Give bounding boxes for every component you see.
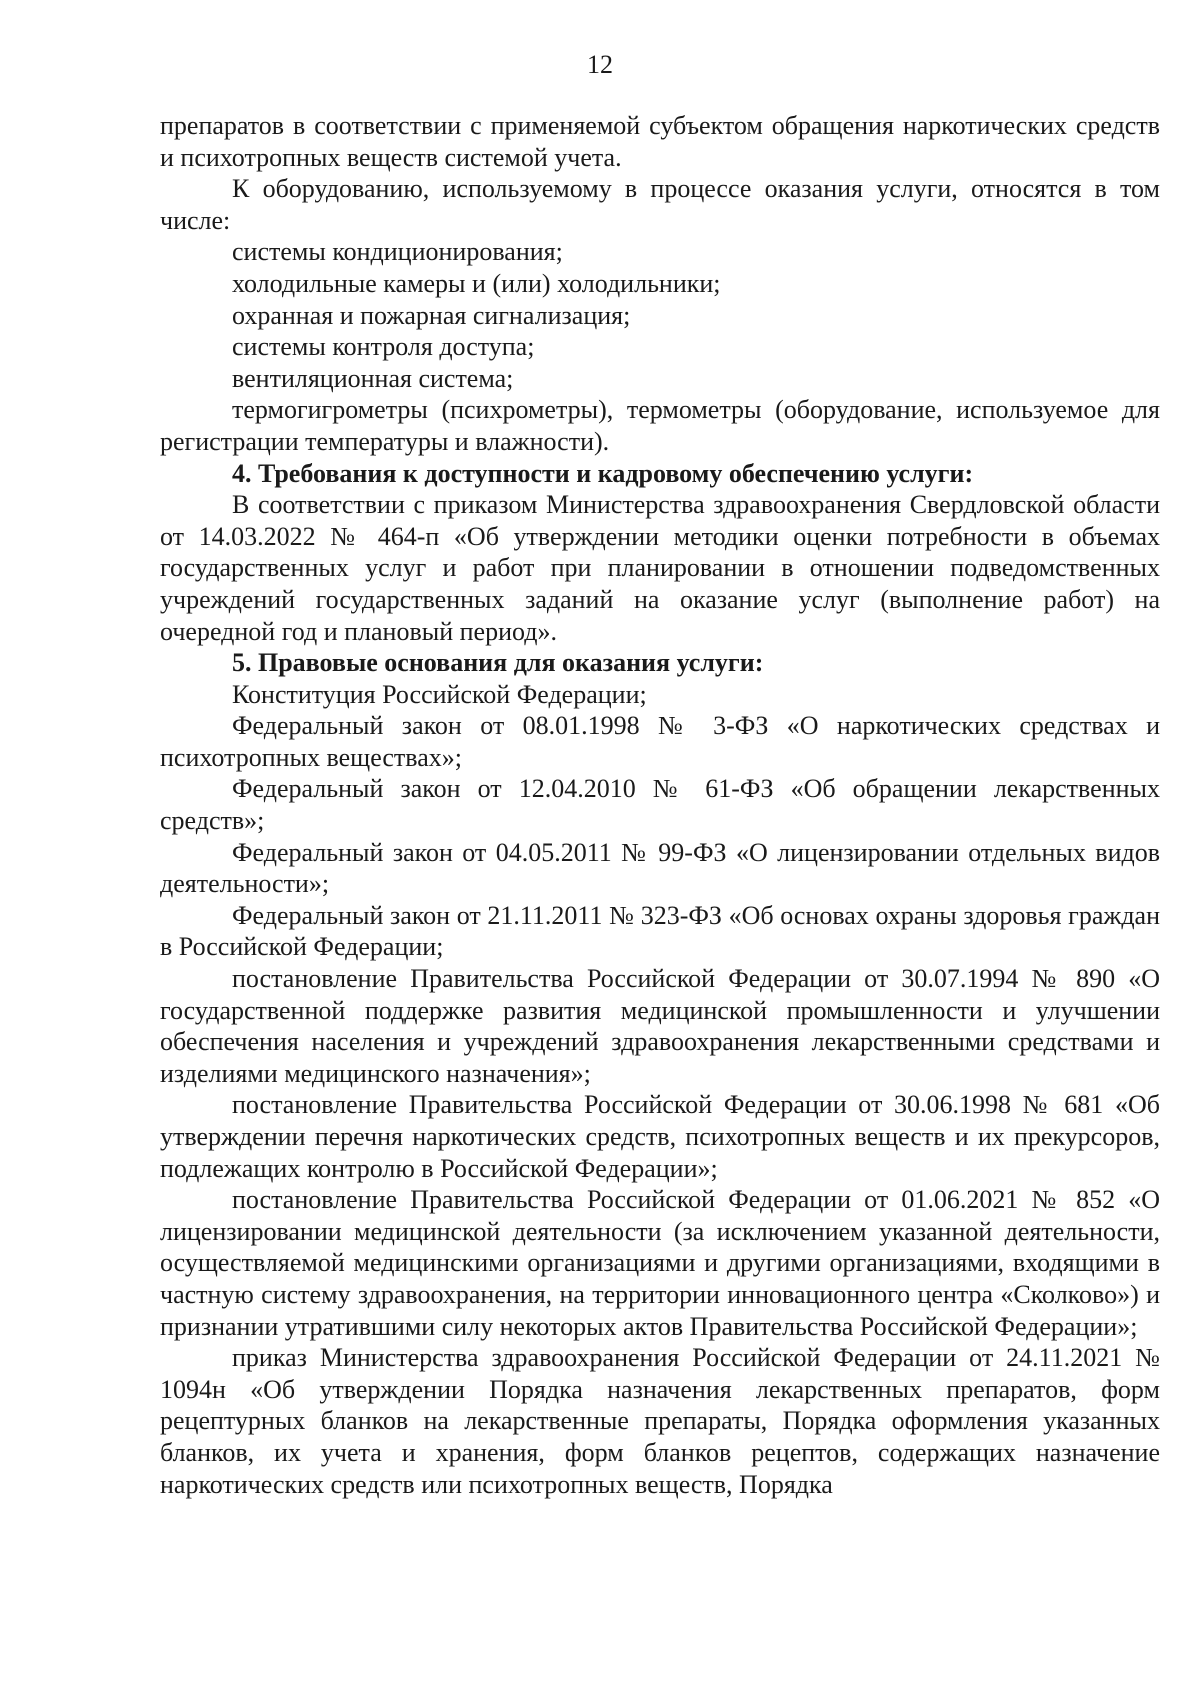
equipment-item: вентиляционная система; [232,363,514,393]
legal-basis-item: Федеральный закон от 12.04.2010 № 61-ФЗ «Об обращении лекарственных средств»; [160,774,1160,836]
legal-basis-item: Федеральный закон от 04.05.2011 № 99-ФЗ «О лицензировании отдельных видов деятельности»; [160,837,1160,899]
legal-basis-item: Федеральный закон от 08.01.1998 № 3-ФЗ «О наркотических средствах и психотропных веществах»; [160,711,1160,772]
equipment-item: системы кондиционирования; [232,237,563,267]
equipment-item: холодильные камеры и (или) холодильники; [232,268,721,298]
legal-basis-item: Федеральный закон от 21.11.2011 № 323-ФЗ «Об основах охраны здоровья граждан в Российской Федерации; [160,900,1160,962]
legal-basis-item: постановление Правительства Российской Федерации от 01.06.2021 № 852 «О лицензировании медицинской деятельности (за исключением указанной деятельности, осуществляемой медицинскими организациями и другими организациями, входящими в частную систему здравоохранения, на территории инновационного центра «Сколково») и признании утратившими силу некоторых актов Правительства Российской Федерации»; [160,1185,1160,1341]
legal-basis-item: постановление Правительства Российской Федерации от 30.07.1994 № 890 «О государственной поддержке развития медицинской промышленности и улучшении обеспечения населения и учреждений здравоохранения лекарственными средствами и изделиями медицинского назначения»; [160,964,1160,1088]
equipment-item: термогигрометры (психрометры), термометры (оборудование, используемое для регистрации температуры и влажности). [160,395,1160,456]
section-heading-4: 4. Требования к доступности и кадровому обеспечению услуги: [232,458,974,488]
paragraph-section-4: В соответствии с приказом Министерства здравоохранения Свердловской области от 14.03.2022 № 464-п «Об утверждении методики оценки потребности в объемах государственных услуг и работ при планировании в отношении подведомственных учреждений государственных заданий на оказание услуг (выполнение работ) на очередной год и плановый период». [160,490,1160,646]
paragraph-equipment-intro: К оборудованию, используемому в процессе оказания услуги, относятся в том числе: [160,174,1160,235]
legal-basis-item: постановление Правительства Российской Федерации от 30.06.1998 № 681 «Об утверждении перечня наркотических средств, психотропных веществ и их прекурсоров, подлежащих контролю в Российской Федерации»; [160,1090,1160,1183]
section-heading-5: 5. Правовые основания для оказания услуги: [232,648,764,678]
page-number: 12 [587,50,613,79]
legal-basis-item: приказ Министерства здравоохранения Российской Федерации от 24.11.2021 № 1094н «Об утверждении Порядка назначения лекарственных препаратов, форм рецептурных бланков на лекарственные препараты, Порядка оформления указанных бланков, их учета и хранения, форм бланков рецептов, содержащих назначение наркотических средств или психотропных веществ, Порядка [160,1343,1160,1499]
document-body [160,110,1160,1500]
equipment-item: системы контроля доступа; [232,332,535,362]
legal-basis-item: Конституция Российской Федерации; [232,679,647,709]
paragraph-continuation: препаратов в соответствии с применяемой субъектом обращения наркотических средств и психотропных веществ системой учета. [160,111,1160,172]
equipment-item: охранная и пожарная сигнализация; [232,300,631,330]
